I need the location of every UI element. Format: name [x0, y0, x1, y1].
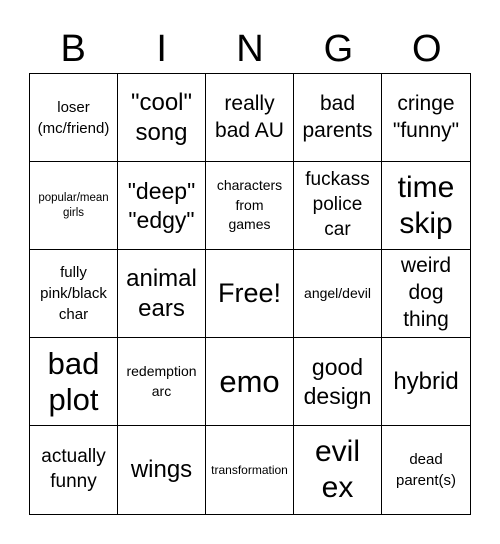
header-letter-i: I — [156, 28, 167, 70]
cell-text: Free! — [217, 278, 282, 309]
bingo-cell[interactable] — [30, 74, 118, 162]
bingo-cell[interactable] — [30, 162, 118, 250]
bingo-cell[interactable] — [206, 162, 294, 250]
cell-text: "deep" "edgy" — [127, 178, 196, 233]
bingo-cell[interactable] — [118, 162, 206, 250]
bingo-cell[interactable] — [30, 426, 118, 514]
cell-text: weird dog thing — [400, 254, 452, 331]
bingo-cell[interactable] — [294, 426, 382, 514]
bingo-cell[interactable] — [118, 426, 206, 514]
bingo-cell[interactable] — [294, 250, 382, 338]
bingo-cell[interactable] — [382, 338, 470, 426]
cell-text: actually funny — [41, 446, 106, 492]
cell-text: dead parent(s) — [395, 451, 457, 489]
bingo-board — [29, 73, 471, 515]
cell-text: angel/devil — [304, 284, 371, 301]
header-letter-b: B — [60, 28, 86, 70]
cell-text: bad parents — [302, 91, 373, 142]
cell-text: fully pink/black char — [40, 264, 107, 323]
bingo-cell[interactable] — [294, 74, 382, 162]
bingo-cell[interactable] — [206, 426, 294, 514]
cell-text: wings — [130, 456, 193, 483]
bingo-cell[interactable] — [118, 74, 206, 162]
bingo-cell[interactable] — [118, 250, 206, 338]
cell-text: transformation — [211, 462, 288, 477]
header-letter-n: N — [236, 28, 264, 70]
bingo-cell[interactable] — [30, 338, 118, 426]
bingo-cell[interactable] — [382, 162, 470, 250]
cell-text: loser (mc/friend) — [37, 98, 110, 137]
cell-text: evil ex — [314, 435, 360, 504]
bingo-cell[interactable] — [118, 338, 206, 426]
free-cell[interactable] — [206, 250, 294, 338]
cell-text: animal ears — [126, 264, 197, 322]
bingo-cell[interactable] — [382, 74, 470, 162]
cell-text: "cool" song — [130, 88, 193, 146]
cell-text: popular/mean girls — [38, 191, 109, 219]
cell-text: redemption arc — [126, 362, 197, 399]
bingo-header — [29, 24, 471, 74]
cell-text: emo — [219, 363, 280, 399]
bingo-cell[interactable] — [206, 338, 294, 426]
cell-text: good design — [303, 354, 372, 409]
bingo-cell[interactable] — [30, 250, 118, 338]
bingo-cell[interactable] — [294, 338, 382, 426]
bingo-cell[interactable] — [382, 426, 470, 514]
header-letter-g: G — [323, 28, 354, 70]
bingo-cell[interactable] — [382, 250, 470, 338]
cell-text: characters from games — [216, 177, 283, 233]
bingo-cell[interactable] — [294, 162, 382, 250]
cell-text: really bad AU — [215, 91, 284, 142]
bingo-cell[interactable] — [206, 74, 294, 162]
cell-text: fuckass police car — [305, 169, 370, 240]
header-letter-o: O — [412, 28, 442, 70]
cell-text: hybrid — [393, 367, 459, 395]
cell-text: cringe "funny" — [392, 91, 460, 142]
cell-text: time skip — [397, 170, 455, 240]
cell-text: bad plot — [47, 345, 100, 417]
